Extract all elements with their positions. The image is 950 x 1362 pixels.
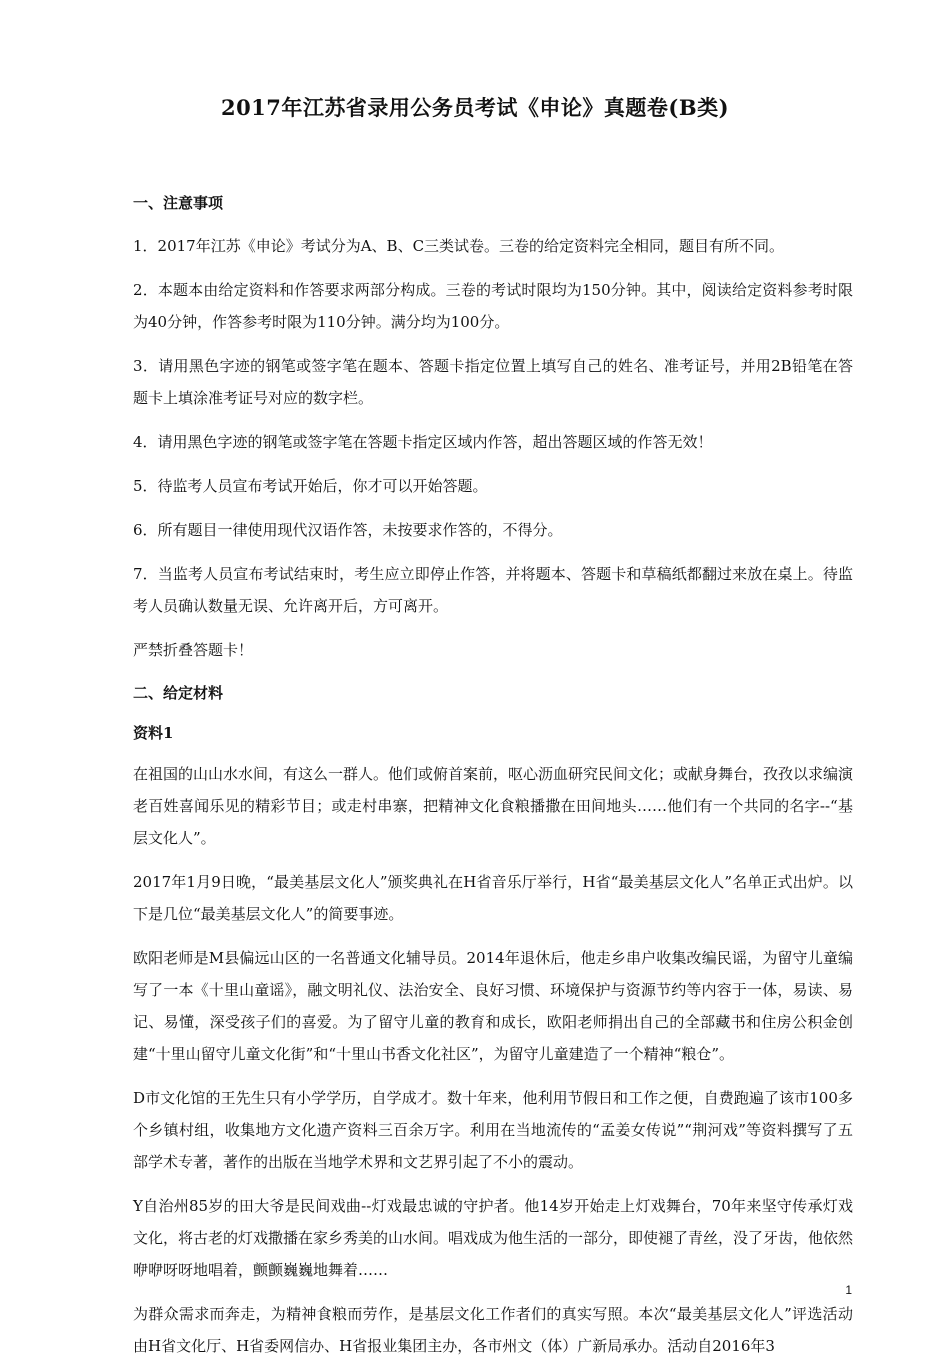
- note-item: 1．2017年江苏《申论》考试分为A、B、C三类试卷。三卷的给定资料完全相同，题目有所不同。: [133, 237, 785, 255]
- note-item: 4．请用黑色字迹的钢笔或签字笔在答题卡指定区域内作答，超出答题区域的作答无效！: [133, 433, 713, 451]
- material-subheading: 资料1: [133, 724, 174, 742]
- material-paragraph: 为群众需求而奔走，为精神食粮而劳作，是基层文化工作者们的真实写照。本次“最美基层文化人”评选活动由H省文化厅、H省委网信办、H省报业集团主办，各市州文（体）广新局承办。活动自2016年3: [133, 1305, 853, 1355]
- section-heading-notes: 一、注意事项: [133, 194, 224, 212]
- page-title: 2017年江苏省录用公务员考试《申论》真题卷(B类): [220, 95, 730, 120]
- material-paragraph: 欧阳老师是M县偏远山区的一名普通文化辅导员。2014年退休后，他走乡串户收集改编民谣，为留守儿童编写了一本《十里山童谣》，融文明礼仪、法治安全、良好习惯、环境保护与资源节约等内容于一体，易读、易记、易懂，深受孩子们的喜爱。为了留守儿童的教育和成长，欧阳老师捐出自己的全部藏书和住房公积金创建“十里山留守儿童文化街”和“十里山书香文化社区”，为留守儿童建造了一个精神“粮仓”。: [133, 949, 853, 1063]
- note-item: 6．所有题目一律使用现代汉语作答，未按要求作答的，不得分。: [133, 521, 563, 539]
- material-paragraph: 在祖国的山山水水间，有这么一群人。他们或俯首案前，呕心沥血研究民间文化；或献身舞台，孜孜以求编演老百姓喜闻乐见的精彩节目；或走村串寨，把精神文化食粮播撒在田间地头……他们有一个共同的名字--“基层文化人”。: [133, 765, 854, 847]
- note-item: 3．请用黑色字迹的钢笔或签字笔在题本、答题卡指定位置上填写自己的姓名、准考证号，并用2B铅笔在答题卡上填涂准考证号对应的数字栏。: [133, 357, 853, 407]
- note-item: 7．当监考人员宣布考试结束时，考生应立即停止作答，并将题本、答题卡和草稿纸都翻过来放在桌上。待监考人员确认数量无误、允许离开后，方可离开。: [133, 565, 853, 615]
- note-item: 2．本题本由给定资料和作答要求两部分构成。三卷的考试时限均为150分钟。其中，阅读给定资料参考时限为40分钟，作答参考时限为110分钟。满分均为100分。: [133, 281, 853, 331]
- material-paragraph: 2017年1月9日晚，“最美基层文化人”颁奖典礼在H省音乐厅举行，H省“最美基层文化人”名单正式出炉。以下是几位“最美基层文化人”的简要事迹。: [133, 873, 853, 923]
- material-paragraph: D市文化馆的王先生只有小学学历，自学成才。数十年来，他利用节假日和工作之便，自费跑遍了该市100多个乡镇村组，收集地方文化遗产资料三百余万字。利用在当地流传的“孟姜女传说”“荆河戏”等资料撰写了五部学术专著，著作的出版在当地学术界和文艺界引起了不小的震动。: [133, 1089, 853, 1171]
- section-heading-materials: 二、给定材料: [133, 684, 224, 702]
- material-paragraph: Y自治州85岁的田大爷是民间戏曲--灯戏最忠诚的守护者。他14岁开始走上灯戏舞台，70年来坚守传承灯戏文化，将古老的灯戏撒播在家乡秀美的山水间。唱戏成为他生活的一部分，即使褪了青丝，没了牙齿，他依然咿咿呀呀地唱着，颤颤巍巍地舞着……: [133, 1197, 854, 1279]
- note-warning: 严禁折叠答题卡！: [133, 641, 254, 659]
- note-item: 5．待监考人员宣布考试开始后，你才可以开始答题。: [133, 477, 488, 495]
- document-body: [133, 190, 853, 1362]
- page-number: 1: [845, 1283, 852, 1297]
